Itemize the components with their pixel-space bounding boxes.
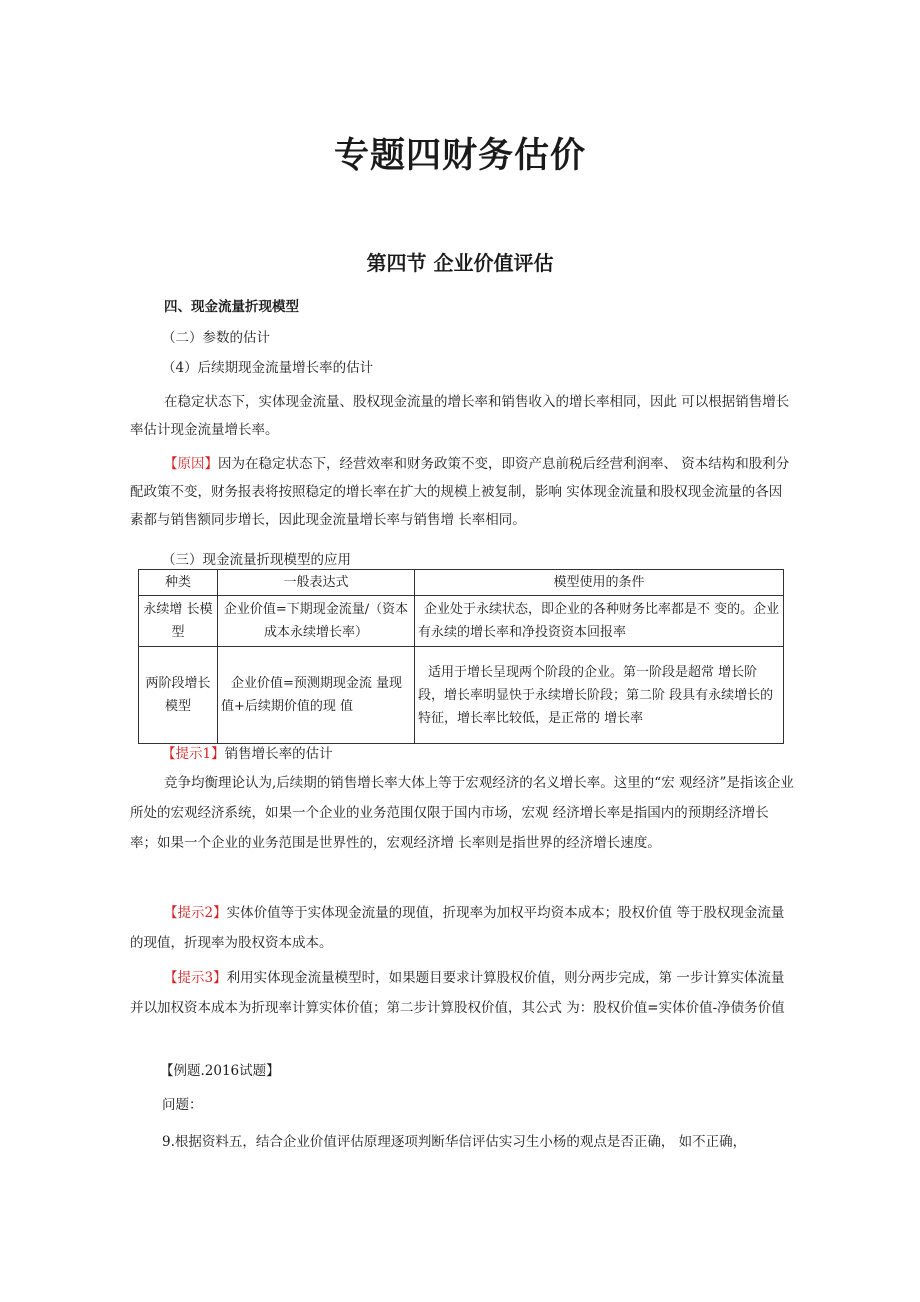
tip1-tag: 【提示1】 xyxy=(162,746,225,762)
paragraph-steady-state: 在稳定状态下，实体现金流量、股权现金流量的增长率和销售收入的增长率相同，因此 可以根据销售增长率估计现金流量增长率。 xyxy=(130,394,790,438)
sub-heading-params: （二）参数的估计 xyxy=(162,330,270,346)
cell-condition: 适用于增长呈现两个阶段的企业。第一阶段是超常 增长阶段，增长率明显快于永续增长阶段；第二阶 段具有永续增长的特征，增长率比较低，是正常的 增长率 xyxy=(415,647,784,744)
tip2-text: 实体价值等于实体现金流量的现值，折现率为加权平均资本成本；股权价值 等于股权现金流量的现值，折现率为股权资本成本。 xyxy=(130,905,785,951)
section-title: 第四节 企业价值评估 xyxy=(366,251,554,275)
cell-type: 永续增 长模型 xyxy=(139,596,218,647)
tip3-text: 利用实体现金流量模型时，如果题目要求计算股权价值，则分两步完成，第 一步计算实体流量并以加权资本成本为折现率计算实体价值；第二步计算股权价值，其公式 为：股权价值=实体价值-净债务价值 xyxy=(130,970,785,1016)
header-type: 种类 xyxy=(139,570,218,596)
table-row xyxy=(139,596,784,647)
paragraph-reason xyxy=(130,450,794,534)
cell-formula: 企业价值=预测期现金流 量现值+后续期价值的现 值 xyxy=(218,647,415,744)
header-formula: 一般表达式 xyxy=(218,570,415,596)
tip1-heading xyxy=(162,745,333,763)
document-title: 专题四财务估价 xyxy=(333,136,586,176)
reason-tag: 【原因】 xyxy=(164,456,218,472)
example-label: 【例题.2016试题】 xyxy=(160,1063,280,1079)
tip3-tag: 【提示3】 xyxy=(164,970,227,986)
table-row xyxy=(139,647,784,744)
table-header-row xyxy=(139,570,784,596)
cell-type: 两阶段增长模型 xyxy=(139,647,218,744)
paragraph-tip2 xyxy=(130,898,794,958)
header-condition: 模型使用的条件 xyxy=(415,570,784,596)
tip1-title: 销售增长率的估计 xyxy=(224,746,333,762)
cell-condition: 企业处于永续状态，即企业的各种财务比率都是不 变的。企业有永续的增长率和净投资资本回报率 xyxy=(415,596,784,647)
sub-heading-growth: （4）后续期现金流量增长率的估计 xyxy=(162,360,374,376)
cell-formula: 企业价值=下期现金流量/（资本成本永续增长率） xyxy=(218,596,415,647)
paragraph-tip3 xyxy=(130,963,794,1023)
sub-heading-application: （三）现金流量折现模型的应用 xyxy=(162,552,351,568)
reason-text: 因为在稳定状态下，经营效率和财务政策不变，即资产息前税后经营利润率、 资本结构和股利分配政策不变，财务报表将按照稳定的增长率在扩大的规模上被复制，影响 实体现金流量和股权现金流量的各因素都与销售额同步增长，因此现金流量增长率与销售增 长率相同。 xyxy=(130,456,790,528)
heading: 四、现金流量折现模型 xyxy=(164,299,299,315)
question-text: 9.根据资料五，结合企业价值评估原理逐项判断华信评估实习生小杨的观点是否正确， 如不正确， xyxy=(162,1134,747,1150)
model-table xyxy=(138,569,784,744)
question-label: 问题： xyxy=(162,1097,203,1113)
tip2-tag: 【提示2】 xyxy=(164,905,227,921)
paragraph-tip1: 竞争均衡理论认为,后续期的销售增长率大体上等于宏观经济的名义增长率。这里的“宏 观经济”是指该企业所处的宏观经济系统，如果一个企业的业务范围仅限于国内市场，宏观 经济增长率是指国内的预期经济增长率；如果一个企业的业务范围是世界性的，宏观经济增 长率则是指世界的经济增长速度。 xyxy=(130,775,794,851)
